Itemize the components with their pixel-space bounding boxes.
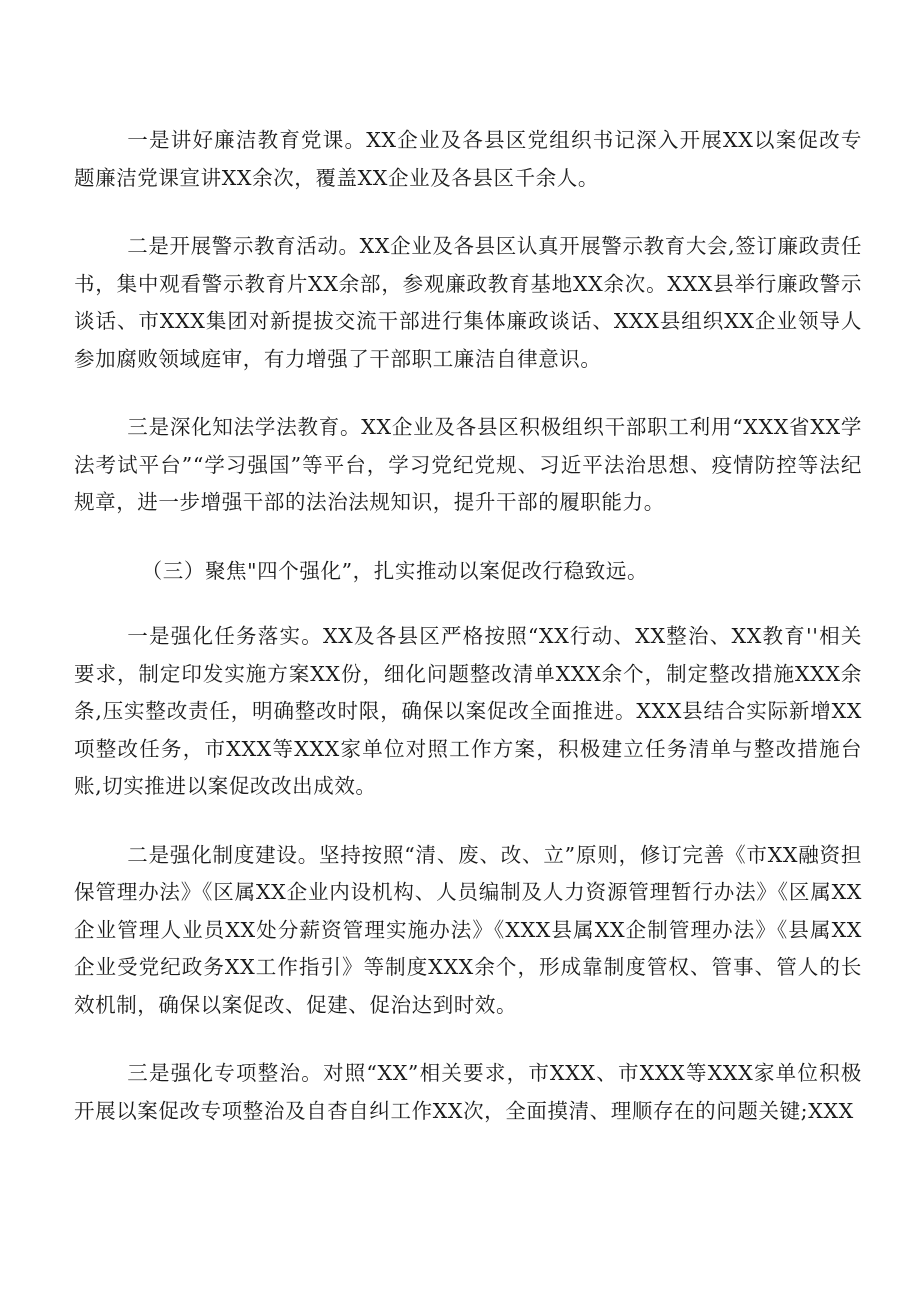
paragraph-special-rectification: 三是强化专项整治。对照“XX”相关要求，市XXX、市XXX等XXX家单位积极开展以案促改专项整治及自杳自纠工作XX次，全面摸清、理顺存在的问题关键;XXX	[74, 1061, 862, 1123]
paragraph-law-study: 三是深化知法学法教育。XX企业及各县区积极组织干部职工利用“XXX省XX学法考试平台”“学习强国”等平台，学习党纪党规、习近平法治思想、疫情防控等法纪规章，进一步增强干部的法治法规知识，提升干部的履职能力。	[74, 415, 862, 514]
paragraph-task-implementation: 一是强化任务落实。XX及各县区严格按照“XX行动、XX整治、XX教育''相关要求，制定印发实施方案XX份，细化问题整改清单XXX余个，制定整改措施XXX余条,压实整改责任，明确整改时限，确保以案促改全面推进。XXX县结合实际新增XX项整改任务，市XXX等XXX家单位对照工作方案，积极建立任务清单与整改措施台账,切实推进以案促改改出成效。	[74, 624, 862, 798]
paragraph-lecture: 一是讲好廉洁教育党课。XX企业及各县区党组织书记深入开展XX以案促改专题廉洁党课宣讲XX余次，覆盖XX企业及各县区千余人。	[74, 128, 862, 190]
paragraph-warning-education: 二是开展警示教育活动。XX企业及各县区认真开展警示教育大会,签订廉政责任书，集中观看警示教育片XX余部，参观廉政教育基地XX余次。XXX县举行廉政警示谈话、市XXX集团对新提拔交流干部进行集体廉政谈话、XXX县组织XX企业领导人参加腐败领域庭审，有力增强了干部职工廉洁自律意识。	[74, 234, 862, 371]
paragraph-system-building: 二是强化制度建设。坚持按照“清、废、改、立”原则，修订完善《市XX融资担保管理办法》《区属XX企业内设机构、人员编制及人力资源管理暂行办法》《区属XX企业管理人业员XX处分薪资管理实施办法》《XXX县属XX企制管理办法》《县属XX企业受党纪政务XX工作指引》等制度XXX余个，形成靠制度管权、管事、管人的长效机制，确保以案促改、促建、促治达到时效。	[74, 842, 862, 1017]
section-subheading: （三）聚焦"四个强化”，扎实推动以案促改行稳致远。	[141, 558, 649, 583]
document-body	[74, 122, 862, 1161]
